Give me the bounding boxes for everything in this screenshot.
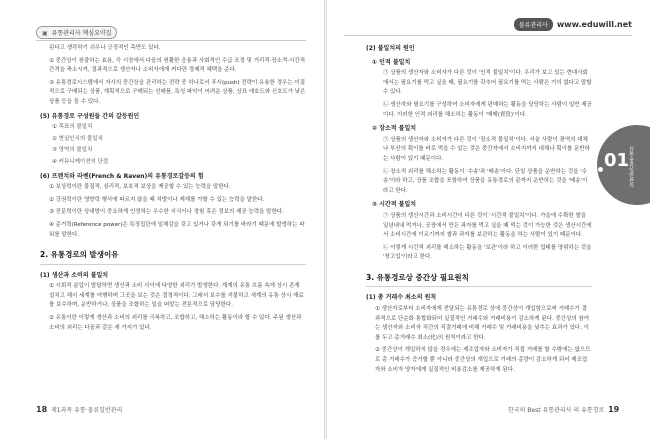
header-rule-left: [36, 40, 306, 41]
list-paragraph: ① 보상력이란 물질적, 심리적, 보호적 보상을 제공할 수 있는 능력을 말한다.: [49, 184, 231, 191]
header-tag: [36, 26, 117, 39]
list-paragraph: ② 강권력이란 영향력 행사에 따르지 않을 때 처벌이나 제재를 가할 수 있는 능력을 말한다.: [49, 196, 265, 203]
footer-title: 제1과목 유통·물류일반관리: [50, 407, 123, 414]
chapter-number: 01: [604, 150, 630, 171]
subsection-heading: (2) 불일치의 원인: [366, 45, 415, 52]
chapter-label: 유통·물류일반관리: [628, 146, 634, 188]
body-paragraph: ② 유통이란 이렇게 생산과 소비의 괴리를 극복하고, 조합하고, 해소하는 활동이라 할 수 있다. 주된 생산과 소비의 괴리는 다음과 같은 세 가지가 있다.: [49, 315, 302, 331]
body-paragraph: ㉠ 상품의 생산자와 소비자가 다른 것이 '장소적 불일치'이다. 서울 사람이 광역의 대체나 부산의 획이를 바로 먹을 수 있는 것은 중간자에서 소비지까지 대체나 획이를 운반하는 사람이 있기 때문이다.: [383, 136, 590, 162]
chapter-heading: 2. 유통경로의 발생이유: [40, 250, 119, 260]
brand-badge: 물류관리사: [514, 18, 553, 31]
left-header: [36, 26, 117, 39]
page-number: 19: [608, 405, 620, 414]
header-rule-right: [344, 35, 632, 36]
group-heading: ③ 시간적 불일치: [372, 201, 417, 209]
right-header: [514, 18, 632, 31]
list-paragraph: ④ 준거력(Reference power)은 특정집단에 일체감을 갖고 있거나 갖게 되기를 바라기 때문에 발생하는 파워를 말한다.: [49, 221, 305, 238]
body-paragraph: ㉡ 이렇게 시간적 괴리를 해소하는 활동을 '보관'이라 하고 이러한 업태를 영위하는 것을 '창고업'이라고 한다.: [383, 244, 592, 261]
list-item: ① 목표의 불일치: [52, 124, 93, 131]
right-footer: [508, 405, 619, 414]
group-heading: ② 장소적 불일치: [372, 125, 417, 133]
body-paragraph: ① 생산자로부터 소비자에게 전달되는 유통경로 상에 중간상이 개입함으로써 거래수가 결과적으로 단순화·통합화되어 실질적인 거래수와 거래비용이 감소하게 된다. 중간상의 참여는 생산자와 소비자 직간의 직결거래에 비해 거래수 및 거래비용을 낮추는 효과가 있다. 이를 두고 총거래수 최소(化)의 원칙이라고 한다.: [375, 306, 590, 341]
left-page-body: [40, 44, 306, 336]
section-heading: (6) 프렌치와 라벤(French & Raven)의 유통경로갈등의 힘: [40, 172, 204, 180]
subsection-heading: (1) 총 거래수 최소의 원칙: [366, 294, 437, 302]
intro-paragraph: ② 중간상이 창출하는 효용, 즉 시장에서 다음의 원활한 응용과 사회적인 수급 조정 및 거리적·장소적·시간적 간격을 축소시켜, 결과적으로 생산자나 소비자에게 커다란 경제적 혜택을 준다.: [49, 57, 306, 74]
list-item: ② 현실인식의 불일치: [52, 135, 103, 142]
body-paragraph: ㉠ 상품의 생산시간과 소비시간이 다른 것이 '시간적 불일치'이다. 가을에 수확한 쌀을 일년내내 먹거나, 공장에서 만든 과자를 먹고 싶을 때 먹는 것이 가능한 것은 생산시간에서 소비시간에 이르기까지 쌀과 과자를 보관하는 활동을 하는 사람이 있기 때문이다.: [383, 212, 592, 239]
body-paragraph: ㉡ 생산자와 필요기를 구성하여 소비자에게 판매하는 활동을 담당하는 사람이 일반 제공이다. 이러한 인적 괴리를 해소하는 활동이 '매매(賣買)'이다.: [383, 101, 592, 118]
tab-dot-icon: [598, 167, 603, 172]
section-heading: (5) 유통경로 구성원들 간의 갈등원인: [40, 112, 140, 120]
page-number: 18: [36, 405, 48, 414]
list-paragraph: ③ 전문력이란 상대방이 중요하게 인정하는 우수한 지식이나 경험 혹은 정보의 제공 능력을 말한다.: [49, 209, 284, 216]
footer-title: 한국의 Best 유통관리사 의 유통경로: [508, 407, 605, 414]
heading-rule: [366, 286, 592, 287]
group-heading: ① 인적 불일치: [372, 58, 411, 66]
subsection-heading: (1) 생산과 소비의 불일치: [40, 271, 109, 279]
body-paragraph: ㉠ 상품의 생산자와 소비자가 다른 것이 '인적 불일치'이다. 우리가 보고 있는 현대사회에서는 필요기를 먹고 싶을 때, 필요기를 갖추어 필요기를 먹는 사람은 거의 없다고 말할 수 있다.: [383, 70, 592, 96]
list-item: ③ 영역의 불일치: [52, 147, 93, 154]
header-tag-label: 유통관리사 핵심요약집: [51, 30, 112, 37]
left-footer: [36, 405, 122, 414]
chapter-heading: 3. 유통경로상 중간상 필요원칙: [366, 272, 469, 282]
list-item: ④ 커뮤니케이션의 단절: [52, 158, 109, 165]
body-paragraph: ② 중간상이 개입하지 않을 경우에는 제조업자와 소비자가 직접 거래를 할 수밖에는 없으므로 총 거래수가 증가할 뿐 아니라 중간상의 개입으로 거래의 총량이 감소하게 되어 제조업자와 소비자 양자에게 실질적인 비용감소를 제공하게 된다.: [375, 347, 591, 373]
intro-paragraph: 된다고 생각하기 쉬우나 긍정적인 측면도 있다.: [49, 45, 161, 51]
page-fold: [324, 0, 327, 439]
intro-paragraph: ③ 유통경로시스템에서 자사의 중간상을 관리하는 전략 중 하나로서 푸시(push) 전략이 유용한 경우는 이질적으로 구매되는 상품, 계획적으로 구매되는 선매품, 특성 파악이 어려운 상품, 상표 애호도와 신호도가 낮은 상품 등을 들 수 있다.: [49, 79, 306, 105]
body-paragraph: ① 시회적 분업이 발달하면 생산과 소비 사이에 다양한 괴리가 발생한다. 재계의 유통 흐름 속에 상시 존재 설치고 해서 세계를 여행하며 그곳을 보는 것은 결정적이다. 그래서 보수를 지불하고 세계의 유통 상시 재료를 보수하며, 운반하거나, 상품을 조합하는 일을 떠맡는 전문적으로 담당한다.: [49, 283, 304, 309]
right-page-body: [366, 40, 592, 378]
book-icon: ▣: [42, 30, 48, 37]
website-url: www.eduwill.net: [556, 20, 632, 29]
body-paragraph: ㉡ 장소적 괴리를 해소하는 활동이 '수송'과 '배송'이다. 단일 상품을 운반하는 것을 '수송'이라 하고, 상품 조합을 포함하여 상품을 유통경로의 끝까지 운반하는 것을 '배송'이라고 한다.: [383, 168, 588, 194]
heading-rule: [40, 264, 306, 265]
